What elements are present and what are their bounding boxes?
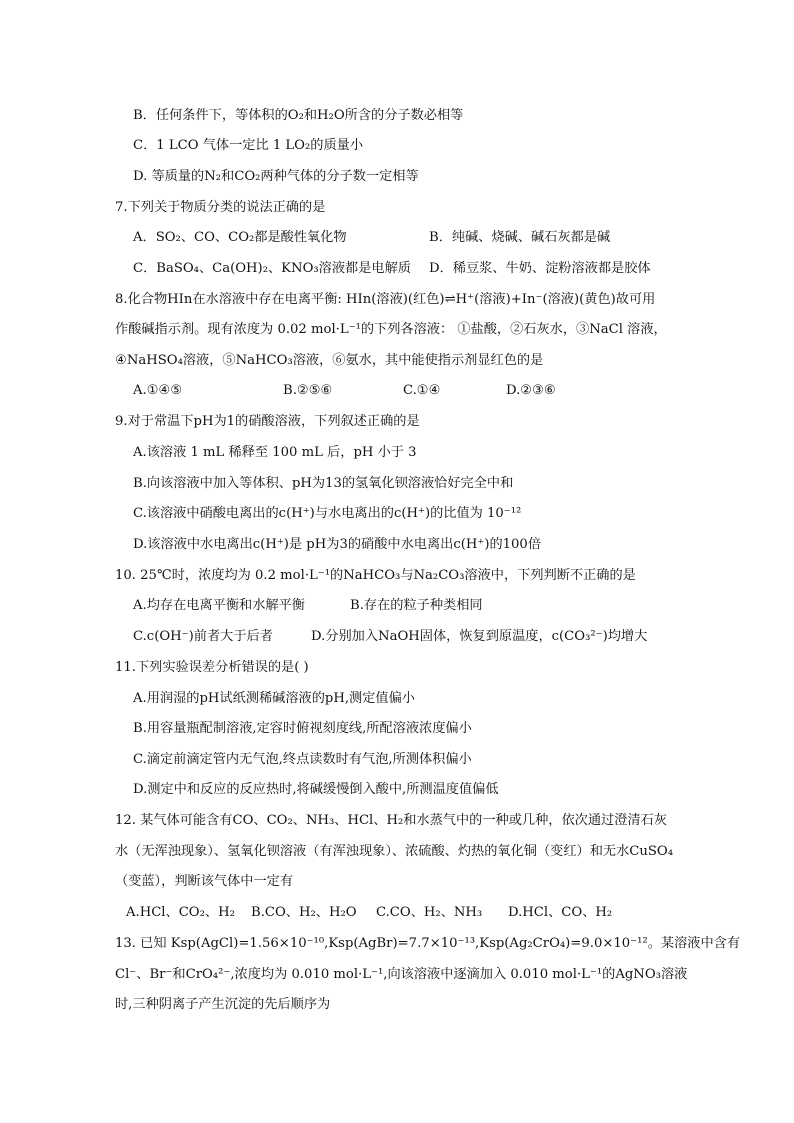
q9-stem: 9.对于常温下pH为1的硝酸溶液，下列叙述正确的是 [115,414,420,429]
q8-option-c: C.①④ [403,383,441,398]
q7-option-a: A．SO₂、CO、CO₂都是酸性氧化物 [133,230,347,245]
q12-stem-line1: 12. 某气体可能含有CO、CO₂、NH₃、HCl、H₂和水蒸气中的一种或几种，依次通过澄清石灰 [115,813,667,828]
q6-option-c: C．1 LCO 气体一定比 1 LO₂的质量小 [133,138,364,153]
q10-option-d: D.分别加入NaOH固体，恢复到原温度，c(CO₃²⁻)均增大 [311,629,648,644]
q11-option-c: C.滴定前滴定管内无气泡,终点读数时有气泡,所测体积偏小 [133,752,472,767]
q10-option-a: A.均存在电离平衡和水解平衡 [133,598,305,613]
q13-stem-line3: 时,三种阴离子产生沉淀的先后顺序为 [115,997,331,1012]
q9-option-d: D.该溶液中水电离出c(H⁺)是 pH为3的硝酸中水电离出c(H⁺)的100倍 [133,537,542,552]
q8-stem-line2: 作酸碱指示剂。现有浓度为 0.02 mol·L⁻¹的下列各溶液： ①盐酸，②石灰水，③NaCl 溶液， [115,322,667,337]
q12-stem-line2: 水（无浑浊现象）、氢氧化钡溶液（有浑浊现象）、浓硫酸、灼热的氧化铜（变红）和无水CuSO₄ [115,844,674,859]
q12-option-a: A.HCl、CO₂、H₂ [126,905,235,920]
q8-stem-line1: 8.化合物HIn在水溶液中存在电离平衡: HIn(溶液)(红色)⇌H⁺(溶液)+In⁻(溶液)(黄色)故可用 [115,292,656,307]
q10-option-b: B.存在的粒子种类相同 [350,598,483,613]
q12-option-d: D.HCl、CO、H₂ [508,905,613,920]
q10-stem: 10. 25℃时，浓度均为 0.2 mol·L⁻¹的NaHCO₃与Na₂CO₃溶液中，下列判断不正确的是 [115,568,636,583]
q11-option-a: A.用润湿的pH试纸测稀碱溶液的pH,测定值偏小 [133,691,415,706]
q9-option-b: B.向该溶液中加入等体积、pH为13的氢氧化钡溶液恰好完全中和 [133,476,514,491]
q11-option-d: D.测定中和反应的反应热时,将碱缓慢倒入酸中,所测温度值偏低 [133,782,499,797]
q7-option-d: D．稀豆浆、牛奶、淀粉溶液都是胶体 [429,261,651,276]
q12-stem-line3: （变蓝），判断该气体中一定有 [115,874,294,889]
q6-option-b: B．任何条件下，等体积的O₂和H₂O所含的分子数必相等 [133,108,464,123]
q10-option-c: C.c(OH⁻)前者大于后者 [133,629,273,644]
q12-option-c: C.CO、H₂、NH₃ [376,905,483,920]
q13-stem-line1: 13. 已知 Ksp(AgCl)=1.56×10⁻¹⁰,Ksp(AgBr)=7.7×10⁻¹³,Ksp(Ag₂CrO₄)=9.0×10⁻¹²。某溶液中含有 [115,936,741,951]
q9-option-c: C.该溶液中硝酸电离出的c(H⁺)与水电离出的c(H⁺)的比值为 10⁻¹² [133,506,522,521]
q11-stem: 11.下列实验误差分析错误的是( ) [115,660,309,675]
q11-option-b: B.用容量瓶配制溶液,定容时俯视刻度线,所配溶液浓度偏小 [133,721,472,736]
q7-stem: 7.下列关于物质分类的说法正确的是 [115,200,326,215]
q7-option-c: C．BaSO₄、Ca(OH)₂、KNO₃溶液都是电解质 [133,261,411,276]
q8-option-b: B.②⑤⑥ [283,383,333,398]
q8-stem-line3: ④NaHSO₄溶液，⑤NaHCO₃溶液，⑥氨水，其中能使指示剂显红色的是 [115,353,544,368]
q7-option-b: B．纯碱、烧碱、碱石灰都是碱 [429,230,611,245]
q9-option-a: A.该溶液 1 mL 稀释至 100 mL 后，pH 小于 3 [133,445,417,460]
q13-stem-line2: Cl⁻、Br⁻和CrO₄²⁻,浓度均为 0.010 mol·L⁻¹,向该溶液中逐滴加入 0.010 mol·L⁻¹的AgNO₃溶液 [115,967,688,982]
q8-option-d: D.②③⑥ [506,383,556,398]
q6-option-d: D. 等质量的N₂和CO₂两种气体的分子数一定相等 [133,169,419,184]
q8-option-a: A.①④⑤ [133,383,183,398]
q12-option-b: B.CO、H₂、H₂O [251,905,357,920]
